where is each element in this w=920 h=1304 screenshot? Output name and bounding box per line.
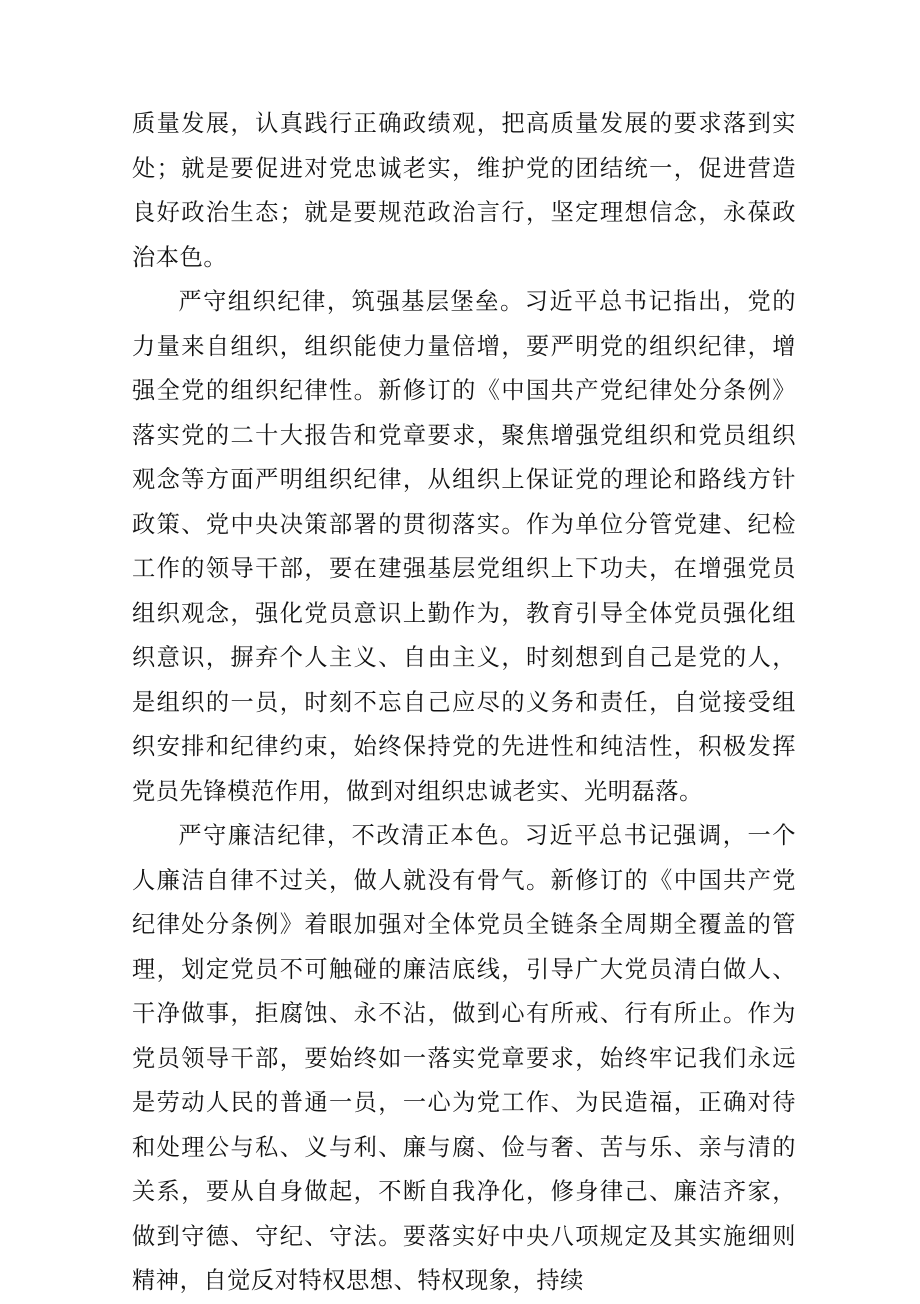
paragraph-integrity-discipline: 严守廉洁纪律，不改清正本色。习近平总书记强调，一个人廉洁自律不过关，做人就没有骨气。新修订的《中国共产党纪律处分条例》着眼加强对全体党员全链条全周期全覆盖的管理，划定党员不可触碰的廉洁底线，引导广大党员清白做人、干净做事，拒腐蚀、永不沾，做到心有所戒、行有所止。作为党员领导干部，要始终如一落实党章要求，始终牢记我们永远是劳动人民的普通一员，一心为党工作、为民造福，正确对待和处理公与私、义与利、廉与腐、俭与奢、苦与乐、亲与清的关系，要从自身做起，不断自我净化，修身律己、廉洁齐家，做到守德、守纪、守法。要落实好中央八项规定及其实施细则精神，自觉反对特权思想、特权现象，持续: [132, 822, 796, 1294]
body-text: [132, 102, 796, 1304]
paragraph-organizational-discipline: 严守组织纪律，筑强基层堡垒。习近平总书记指出，党的力量来自组织，组织能使力量倍增，要严明党的组织纪律，增强全党的组织纪律性。新修订的《中国共产党纪律处分条例》落实党的二十大报告和党章要求，聚焦增强党组织和党员组织观念等方面严明组织纪律，从组织上保证党的理论和路线方针政策、党中央决策部署的贯彻落实。作为单位分管党建、纪检工作的领导干部，要在建强基层党组织上下功夫，在增强党员组织观念，强化党员意识上勤作为，教育引导全体党员强化组织意识，摒弃个人主义、自由主义，时刻想到自己是党的人，是组织的一员，时刻不忘自己应尽的义务和责任，自觉接受组织安排和纪律约束，始终保持党的先进性和纯洁性，积极发挥党员先锋模范作用，做到对组织忠诚老实、光明磊落。: [132, 288, 796, 805]
paragraph-continuation: 质量发展，认真践行正确政绩观，把高质量发展的要求落到实处；就是要促进对党忠诚老实，维护党的团结统一，促进营造良好政治生态；就是要规范政治言行，坚定理想信念，永葆政治本色。: [132, 110, 796, 271]
